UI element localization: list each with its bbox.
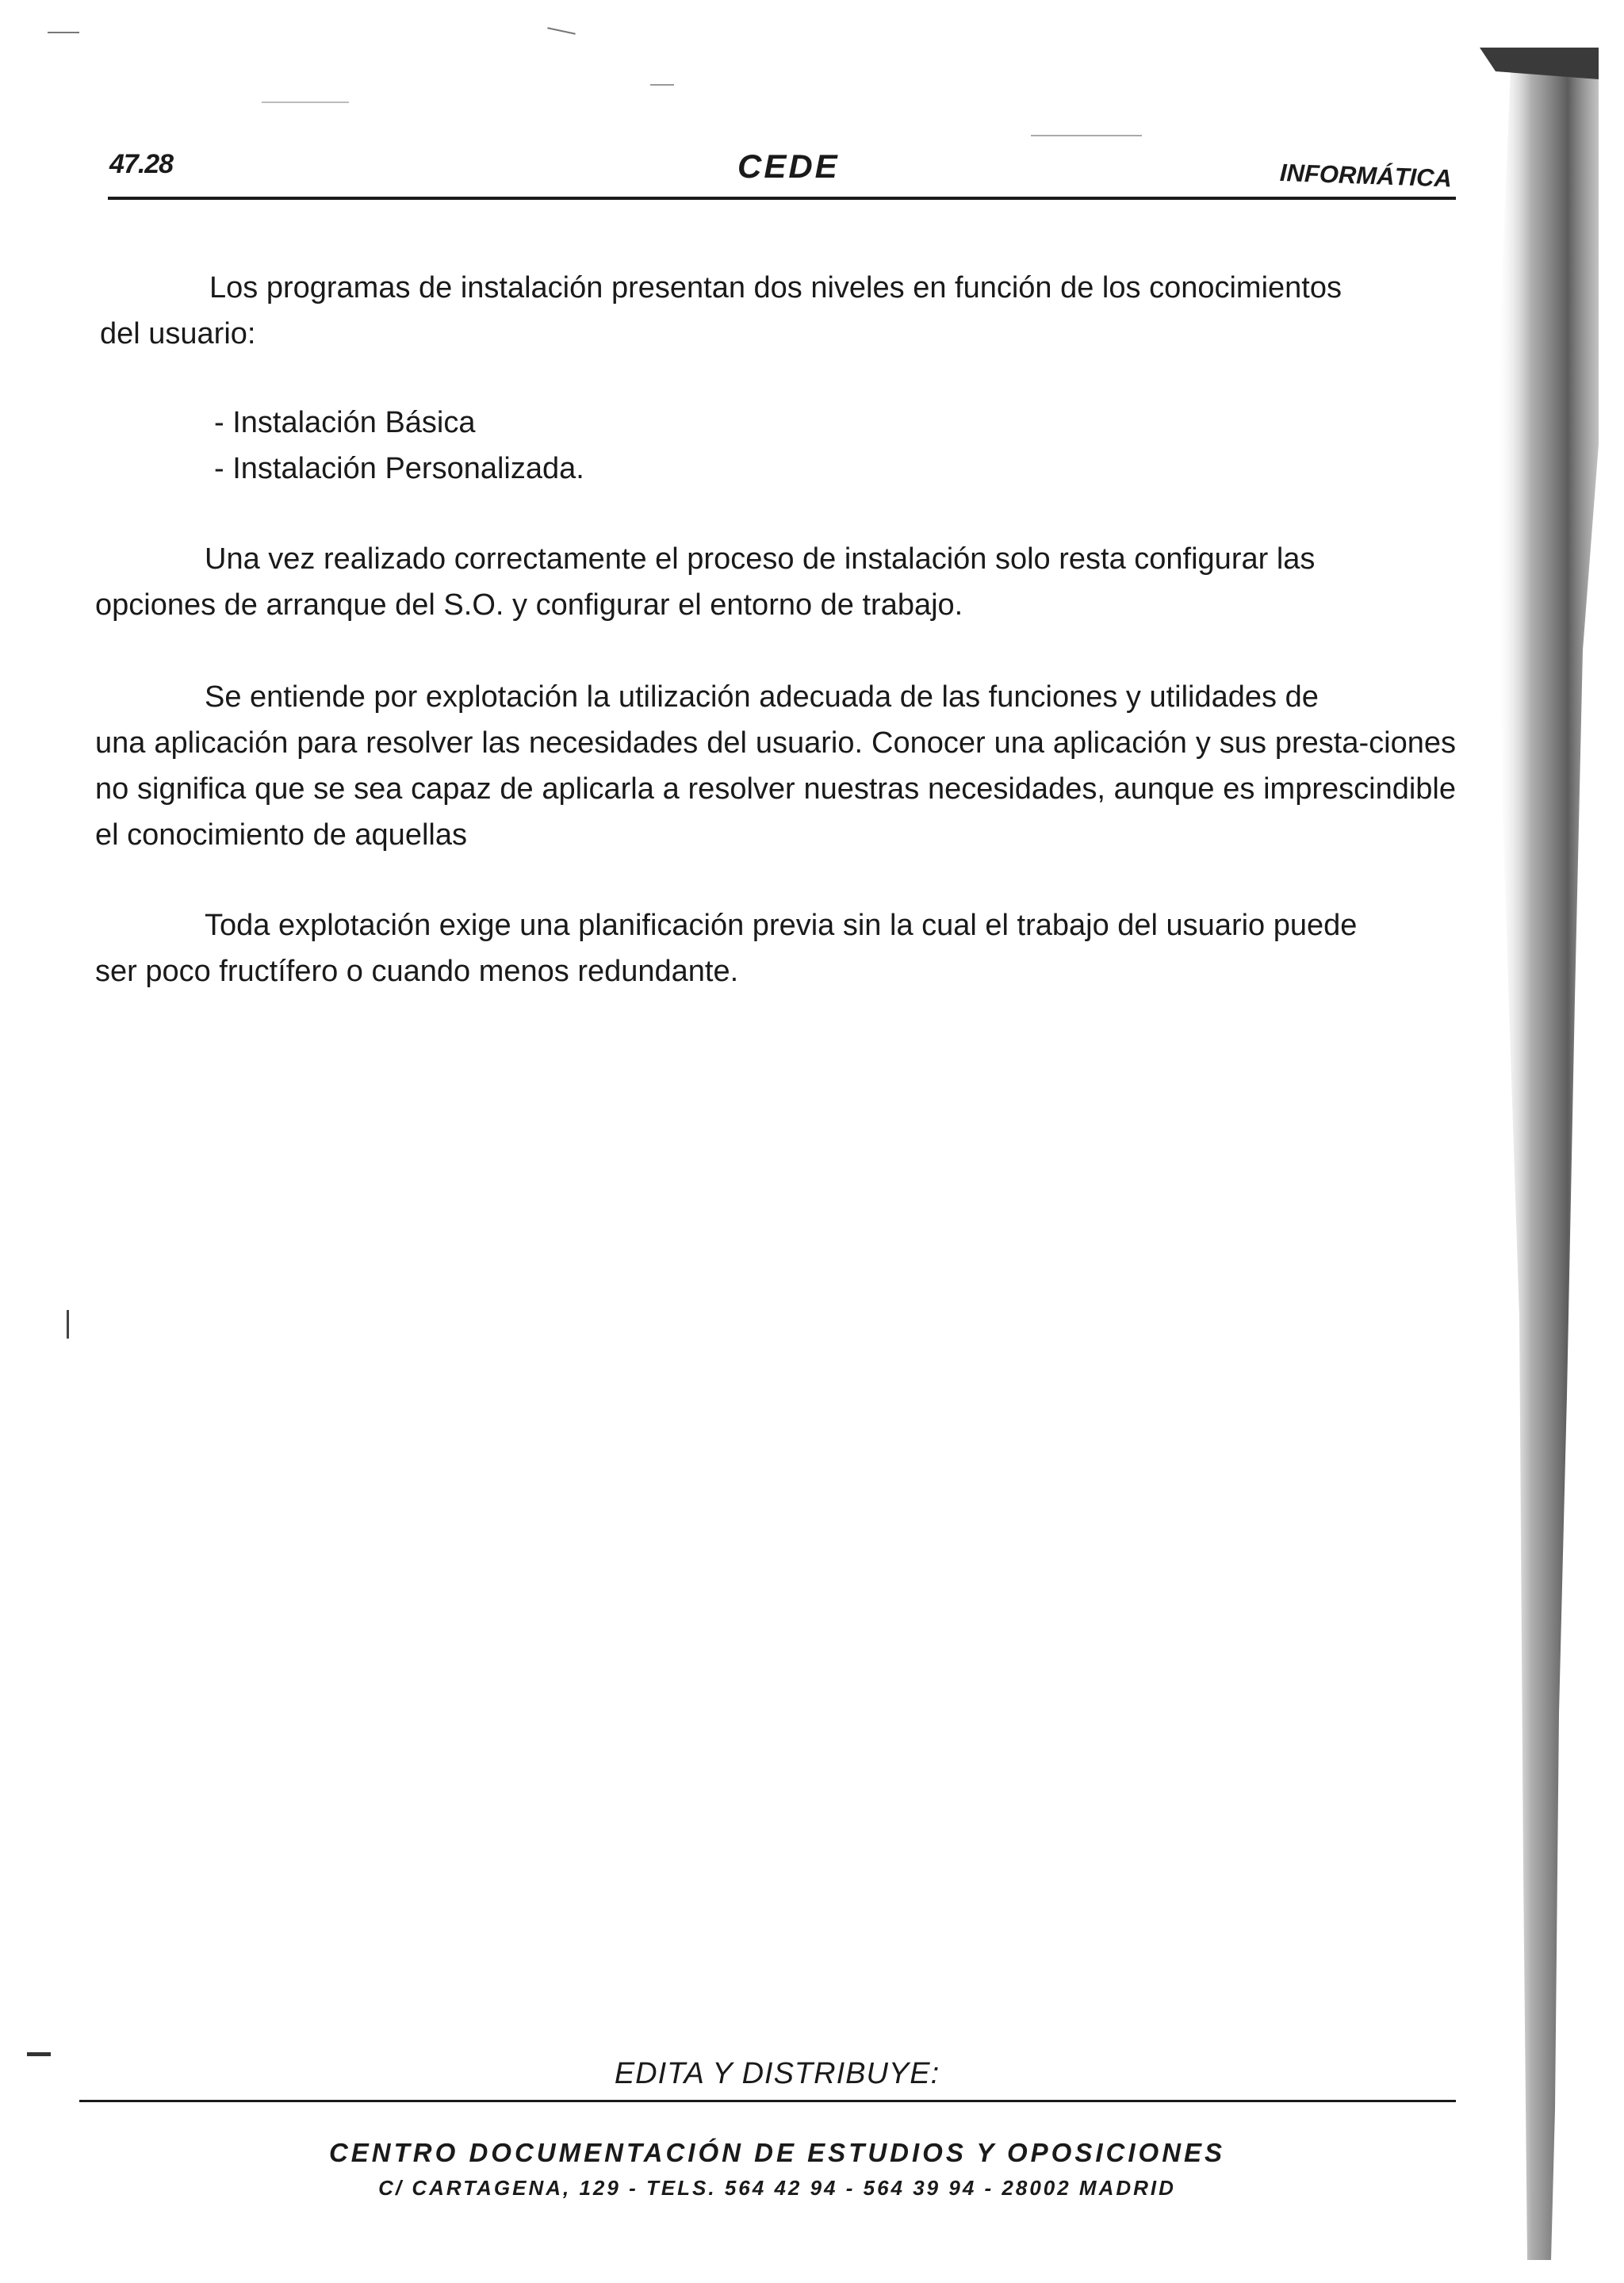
- footer-center-name: CENTRO DOCUMENTACIÓN DE ESTUDIOS Y OPOSICIONES: [328, 2138, 1226, 2167]
- section-title: INFORMÁTICA: [1279, 159, 1453, 193]
- paragraph-line: Los programas de instalación presentan dos niveles en función de los conocimientos: [209, 271, 1342, 305]
- scan-speck: [1031, 135, 1142, 136]
- paragraph-line: Se entiende por explotación la utilización adecuada de las funciones y utilidades de: [205, 680, 1319, 714]
- footer-rule: [79, 2100, 1456, 2102]
- header-rule: [108, 197, 1456, 200]
- paragraph-line: opciones de arranque del S.O. y configurar el entorno de trabajo.: [95, 588, 963, 622]
- footer-address: C/ CARTAGENA, 129 - TELS. 564 42 94 - 564 39 94 - 28002 MADRID: [378, 2176, 1176, 2200]
- paragraph-text: una aplicación para resolver las necesidades del usuario. Conocer una aplicación y sus presta-ciones no significa que se sea capaz de aplicarla a resolver nuestras necesidades, aunque es imprescindible el conocimiento de aquellas: [95, 726, 1456, 852]
- paragraph-line: del usuario:: [100, 317, 256, 350]
- paragraph-line: Una vez realizado correctamente el proceso de instalación solo resta configurar las: [205, 542, 1316, 576]
- paragraph-exploitation: [95, 674, 1456, 858]
- scan-speck: [547, 27, 576, 34]
- scanner-edge-shadow: [1480, 48, 1599, 2260]
- paragraph-line: Toda explotación exige una planificación previa sin la cual el trabajo del usuario puede: [205, 909, 1358, 942]
- scan-speck: [27, 2052, 51, 2056]
- paragraph-planning: [95, 902, 1456, 994]
- page-number: 47.28: [109, 149, 174, 179]
- scan-speck: [262, 102, 349, 103]
- scan-speck: [67, 1310, 69, 1339]
- paragraph-text: ser poco fructífero o cuando menos redundante.: [95, 955, 739, 988]
- publisher-logo: CEDE: [737, 147, 840, 185]
- paragraph-configuration: [95, 536, 1456, 628]
- paragraph-installation-levels: [100, 265, 1456, 357]
- scan-speck: [48, 32, 79, 33]
- list-item: - Instalación Personalizada.: [214, 452, 584, 485]
- installation-types-list: [214, 400, 584, 492]
- scan-speck: [650, 84, 674, 86]
- footer-edita-label: EDITA Y DISTRIBUYE:: [614, 2057, 940, 2090]
- list-item: - Instalación Básica: [214, 406, 476, 439]
